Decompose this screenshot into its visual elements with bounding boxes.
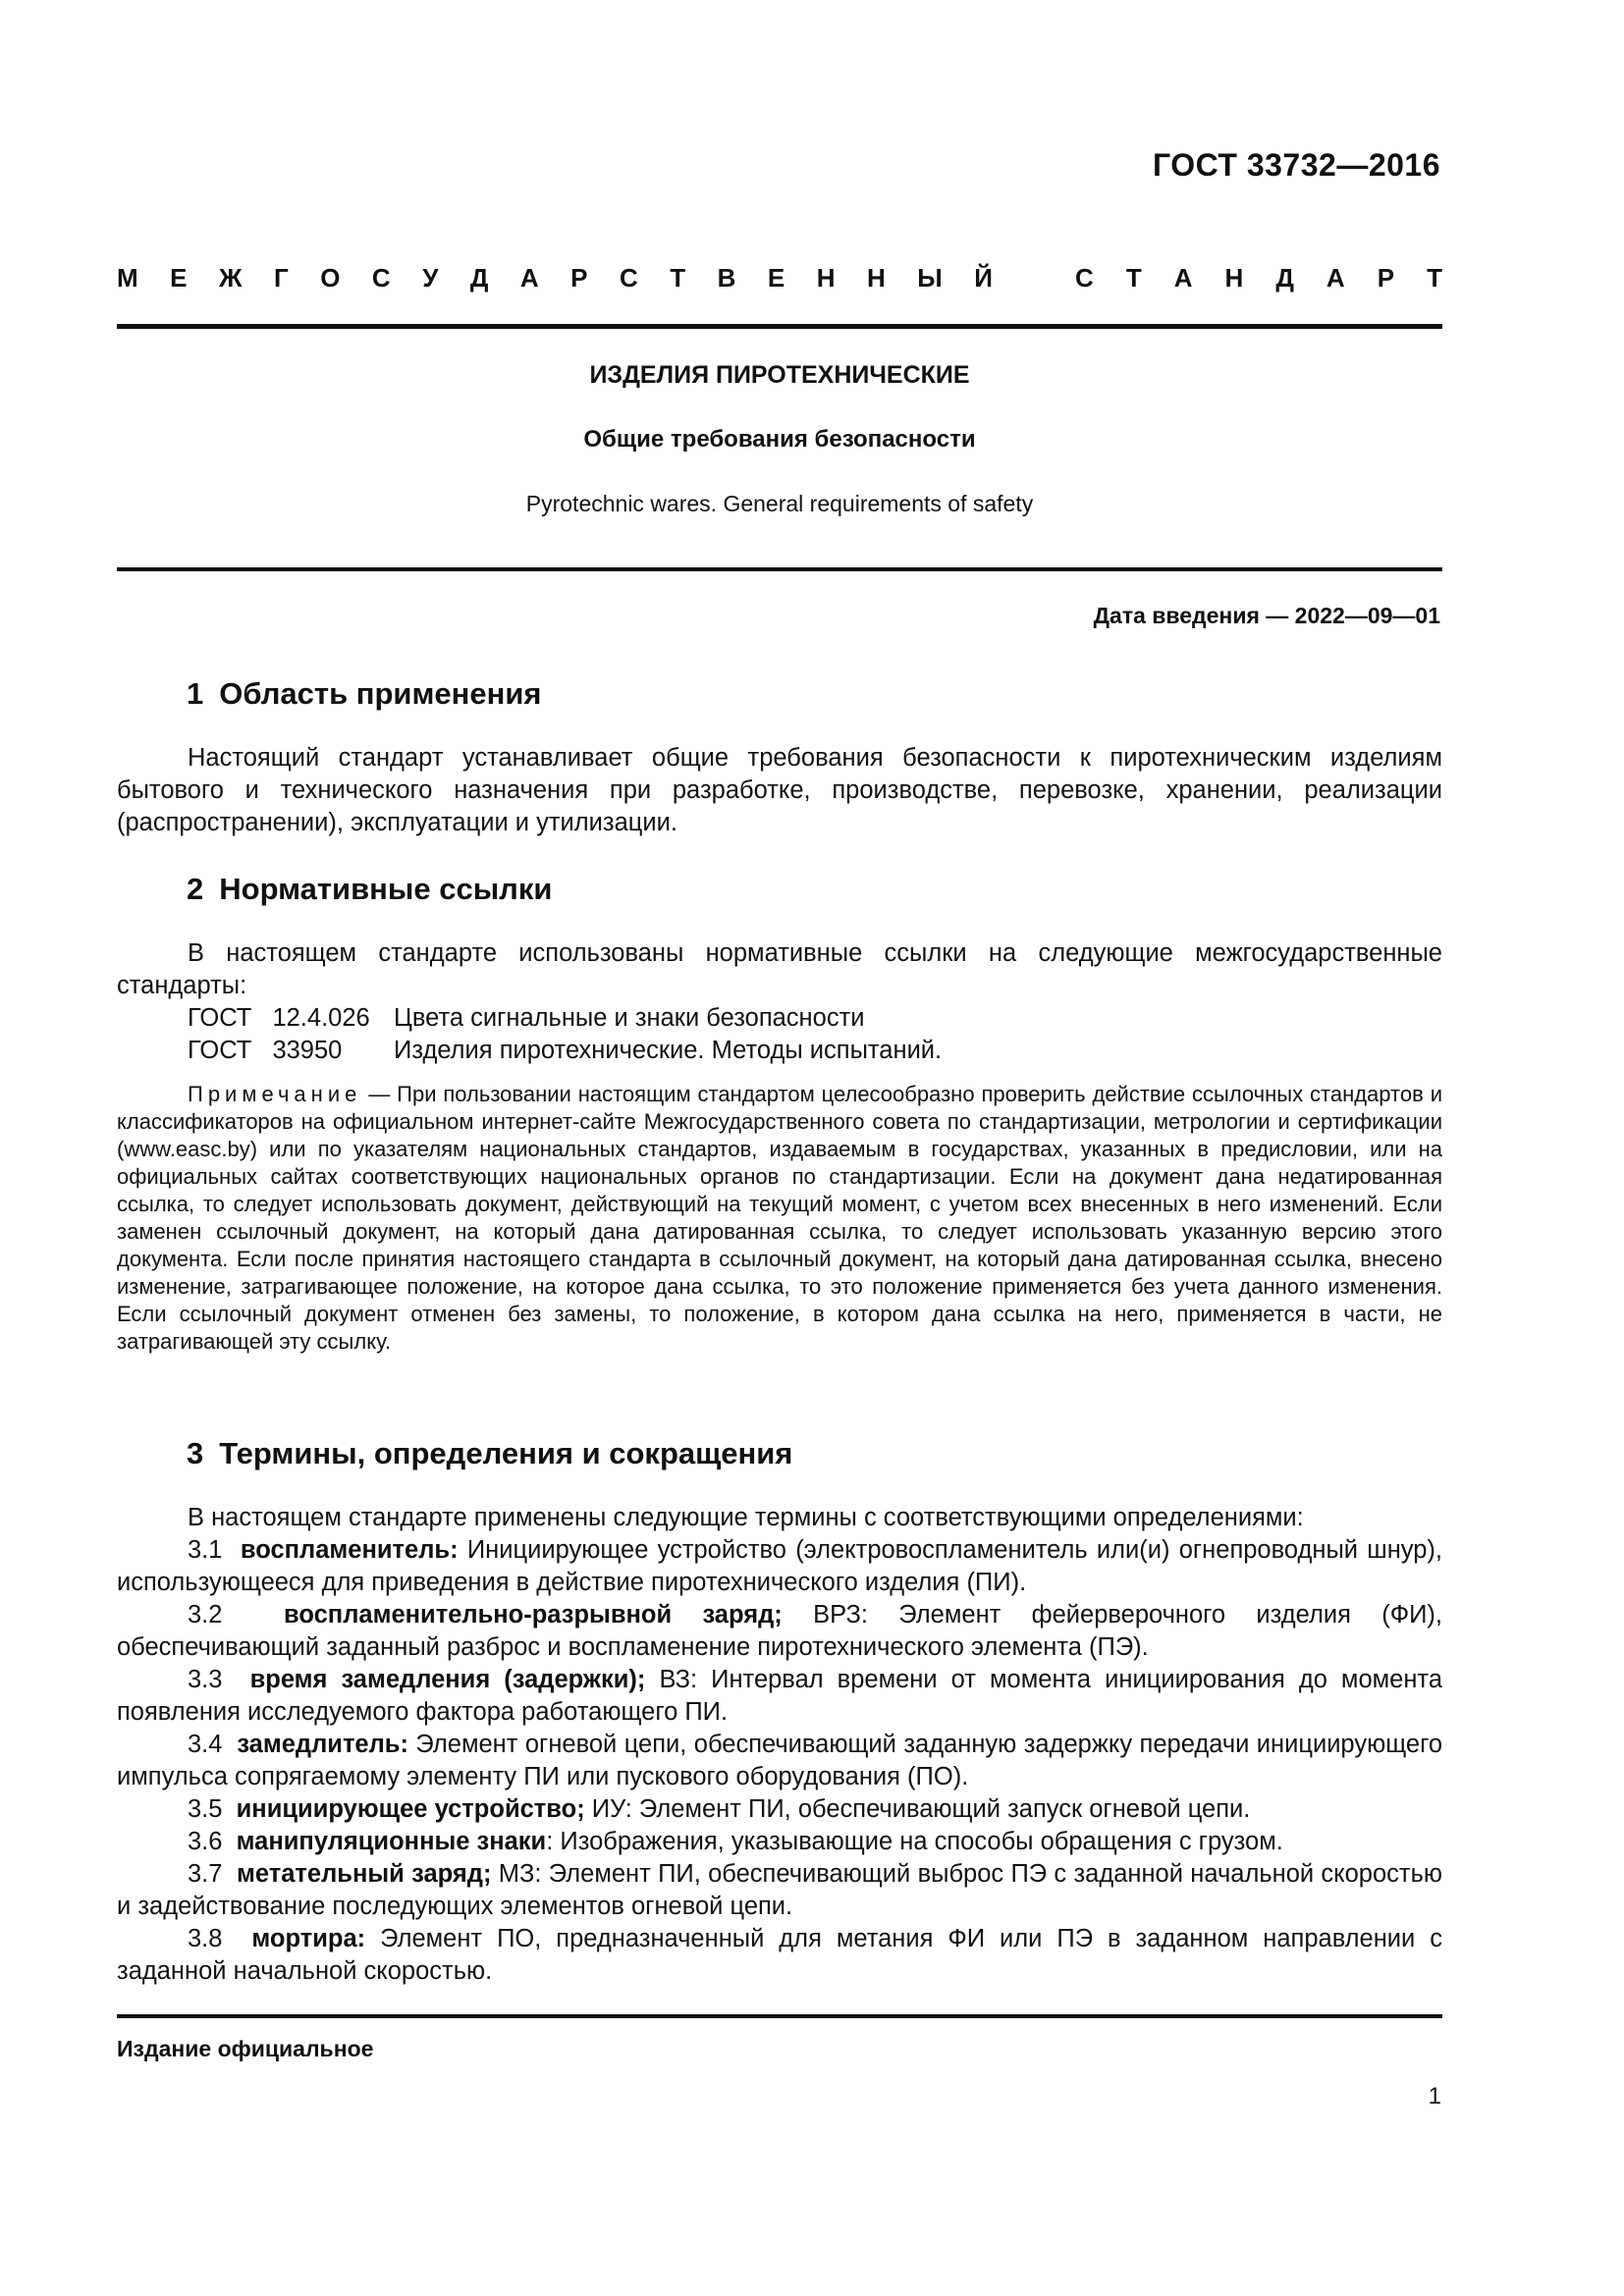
banner-letter: Т: [1125, 263, 1142, 293]
term-number: 3.4: [188, 1731, 223, 1758]
term-number: 3.6: [188, 1828, 223, 1855]
term-name: мортира:: [251, 1925, 366, 1952]
banner-letter: Е: [767, 263, 785, 293]
note-text: — При пользовании настоящим стандартом целесообразно проверить действие ссылочных стандартов и классификаторов на официальном интернет-сайте Межгосударственного совета по стандартизации, метрологии и сертификации (www.easc.by) или по указателям национальных стандартов, издаваемым в государствах, указанных в предисловии, или на официальных сайтах соответствующих национальных органов по стандартизации. Если на документ дана недатированная ссылка, то следует использовать документ, действующий на текущий момент, с учетом всех внесенных в него изменений. Если заменен ссылочный документ, на который дана датированная ссылка, то следует использовать указанную версию этого документа. Если после принятия настоящего стандарта в ссылочный документ, на который дана датированная ссылка, внесено изменение, затрагивающее положение, на которое дана ссылка, то это положение применяется без учета данного изменения. Если ссылочный документ отменен без замены, то положение, в котором дана ссылка на него, применяется в части, не затрагивающей эту ссылку.: [117, 1082, 1442, 1354]
document-subtitle: Общие требования безопасности: [583, 426, 976, 453]
section-1-paragraph: Настоящий стандарт устанавливает общие требования безопасности к пиротехническим изделиям бытового и технического назначения при разработке, производстве, перевозке, хранении, реализации (распространении), эксплуатации и утилизации.: [117, 744, 1442, 836]
term-name: метательный заряд;: [237, 1860, 492, 1888]
banner-letter: Р: [570, 263, 588, 293]
term-definition: Инициирующее устройство (электровоспламенитель или(и) огнепроводный шнур), использующееся для приведения в действие пиротехнического изделия (ПИ).: [117, 1536, 1443, 1596]
section-3-number: 3: [187, 1436, 204, 1470]
banner-letter: А: [519, 263, 539, 293]
term-entry: [117, 1923, 1442, 1988]
banner-letter: А: [1326, 263, 1345, 293]
term-definition: ВРЗ: Элемент фейерверочного изделия (ФИ), обеспечивающий заданный разброс и воспламенение пиротехнического элемента (ПЭ).: [117, 1601, 1442, 1661]
term-entry: [117, 1599, 1442, 1664]
reference-item: [117, 1035, 1442, 1067]
term-definition: ИУ: Элемент ПИ, обеспечивающий запуск огневой цепи.: [584, 1795, 1251, 1823]
section-2-note: [117, 1081, 1442, 1356]
term-number: 3.3: [188, 1666, 223, 1693]
banner-letter: Н: [816, 263, 836, 293]
banner-letter: С: [1075, 263, 1094, 293]
official-edition-label: Издание официальное: [117, 2036, 374, 2061]
term-entry: [117, 1793, 1442, 1826]
term-number: 3.2: [188, 1601, 223, 1629]
banner-letter: Е: [170, 263, 188, 293]
term-number: 3.1: [188, 1536, 223, 1564]
reference-code: ГОСТ 12.4.026: [188, 1004, 370, 1032]
term-number: 3.8: [188, 1925, 223, 1952]
term-name: время замедления (задержки);: [249, 1666, 646, 1693]
banner-letter: У: [422, 263, 439, 293]
term-number: 3.7: [188, 1860, 223, 1888]
banner-letter: Д: [1275, 263, 1294, 293]
banner-letter: Н: [866, 263, 886, 293]
section-1-body: [117, 742, 1442, 839]
term-name: замедлитель:: [237, 1731, 408, 1758]
section-2-paragraph: В настоящем стандарте использованы нормативные ссылки на следующие межгосударственные стандарты:: [117, 939, 1442, 999]
section-1-heading: [187, 676, 542, 712]
term-definition: МЗ: Элемент ПИ, обеспечивающий выброс ПЭ с заданной начальной скоростью и задействование последующих элементов огневой цепи.: [117, 1860, 1442, 1920]
term-entry: [117, 1858, 1442, 1923]
term-name: воспламенитель:: [240, 1536, 459, 1564]
banner-letter: Г: [273, 263, 289, 293]
term-definition: Элемент огневой цепи, обеспечивающий заданную задержку передачи инициирующего импульса сопрягаемому элементу ПИ или пускового оборудования (ПО).: [117, 1731, 1443, 1790]
title-rule: [117, 567, 1442, 571]
section-3-heading: [187, 1436, 792, 1471]
section-3-title: Термины, определения и сокращения: [219, 1436, 793, 1470]
footer-rule: [117, 2014, 1442, 2018]
section-3-intro: В настоящем стандарте применены следующие термины с соответствующими определениями:: [188, 1504, 1304, 1531]
section-2-title: Нормативные ссылки: [219, 872, 553, 906]
term-name: манипуляционные знаки: [236, 1828, 547, 1855]
term-name: инициирующее устройство;: [236, 1795, 585, 1823]
term-entry: [117, 1534, 1442, 1599]
section-2-body: [117, 937, 1442, 1002]
banner-letter: Ы: [917, 263, 943, 293]
interstate-standard-banner: [117, 263, 1442, 294]
terms-list: [117, 1502, 1442, 1988]
note-label: Примечание: [188, 1082, 362, 1106]
document-title: ИЗДЕЛИЯ ПИРОТЕХНИЧЕСКИЕ: [589, 361, 970, 389]
banner-letter: Н: [1224, 263, 1244, 293]
reference-title: Изделия пиротехнические. Методы испытаний.: [394, 1037, 943, 1064]
top-rule: [117, 324, 1442, 329]
english-title: Pyrotechnic wares. General requirements of safety: [525, 491, 1034, 516]
reference-item: [117, 1002, 1442, 1035]
banner-letter: С: [371, 263, 391, 293]
banner-letter: В: [717, 263, 736, 293]
section-1-title: Область применения: [219, 676, 542, 711]
section-1-number: 1: [187, 676, 204, 711]
banner-letter: Р: [1377, 263, 1395, 293]
banner-letter: М: [117, 263, 138, 293]
reference-title: Цвета сигнальные и знаки безопасности: [394, 1004, 865, 1032]
term-name: воспламенительно-разрывной заряд;: [284, 1601, 783, 1629]
page-number: 1: [1428, 2083, 1441, 2109]
term-entry: [117, 1826, 1442, 1858]
term-entry: [117, 1664, 1442, 1729]
term-number: 3.5: [188, 1795, 223, 1823]
banner-word-interstate: [117, 263, 993, 294]
banner-letter: А: [1173, 263, 1193, 293]
term-definition: ВЗ: Интервал времени от момента инициирования до момента появления исследуемого фактора работающего ПИ.: [117, 1666, 1443, 1726]
banner-letter: Т: [1427, 263, 1442, 293]
banner-letter: С: [619, 263, 638, 293]
banner-letter: Ж: [218, 263, 243, 293]
banner-letter: Т: [670, 263, 686, 293]
banner-word-standard: [1075, 263, 1442, 294]
banner-letter: Д: [469, 263, 489, 293]
normative-references-list: [117, 1002, 1442, 1067]
section-2-heading: [187, 872, 552, 907]
gost-number: ГОСТ 33732—2016: [1152, 147, 1440, 183]
term-definition: : Изображения, указывающие на способы обращения с грузом.: [546, 1828, 1283, 1855]
reference-code: ГОСТ 33950: [188, 1037, 343, 1064]
term-definition: Элемент ПО, предназначенный для метания ФИ или ПЭ в заданном направлении с заданной начальной скоростью.: [117, 1925, 1442, 1985]
section-2-number: 2: [187, 872, 204, 906]
term-entry: [117, 1729, 1442, 1793]
introduction-date: Дата введения — 2022—09—01: [1093, 603, 1440, 628]
banner-letter: Й: [974, 263, 993, 293]
banner-letter: О: [320, 263, 341, 293]
